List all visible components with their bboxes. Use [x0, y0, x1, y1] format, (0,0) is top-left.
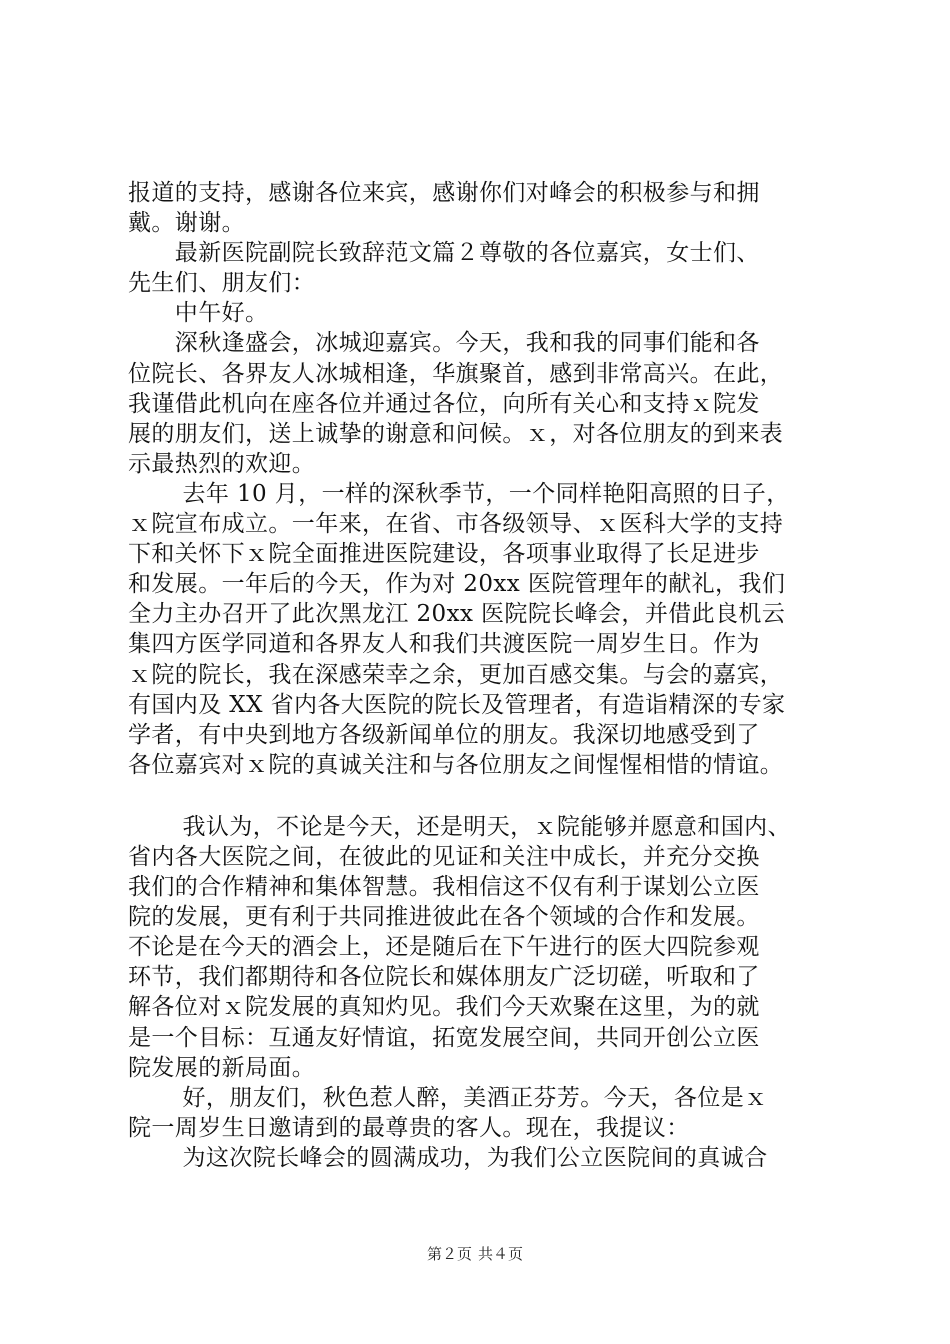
text-line: 各位嘉宾对ｘ院的真诚关注和与各位朋友之间惺惺相惜的情谊。 — [128, 751, 784, 778]
page-footer — [0, 1244, 950, 1264]
text-line: 院的发展，更有利于共同推进彼此在各个领域的合作和发展。 — [128, 904, 760, 931]
text-line: 和发展。一年后的今天，作为对 20xx 医院管理年的献礼，我们 — [128, 571, 786, 598]
text-line: 学者，有中央到地方各级新闻单位的朋友。我深切地感受到了 — [128, 721, 760, 748]
text-line: 好，朋友们，秋色惹人醉，美酒正芬芳。今天，各位是ｘ — [128, 1084, 768, 1111]
text-line: 我们的合作精神和集体智慧。我相信这不仅有利于谋划公立医 — [128, 874, 760, 901]
paragraph-gap — [128, 780, 848, 812]
text-line: 环节，我们都期待和各位院长和媒体朋友广泛切磋，听取和了 — [128, 964, 760, 991]
text-line: 全力主办召开了此次黑龙江 20xx 医院院长峰会，并借此良机云 — [128, 601, 786, 628]
text-line: 院一周岁生日邀请到的最尊贵的客人。现在，我提议： — [128, 1114, 690, 1141]
text-line: 集四方医学同道和各界友人和我们共渡医院一周岁生日。作为 — [128, 631, 760, 658]
text-line: 戴。谢谢。 — [128, 210, 245, 237]
text-line: 位院长、各界友人冰城相逢，华旗聚首，感到非常高兴。在此， — [128, 360, 784, 387]
text-line: ｘ院宣布成立。一年来，在省、市各级领导、ｘ医科大学的支持 — [128, 511, 784, 538]
text-line: 中午好。 — [128, 300, 269, 327]
text-line: 有国内及 XX 省内各大医院的院长及管理者，有造诣精深的专家 — [128, 691, 786, 718]
text-line: 示最热烈的欢迎。 — [128, 450, 316, 477]
text-line: 不论是在今天的酒会上，还是随后在下午进行的医大四院参观 — [128, 934, 760, 961]
text-line: 下和关怀下ｘ院全面推进医院建设，各项事业取得了长足进步 — [128, 541, 760, 568]
text-line: 我谨借此机向在座各位并通过各位，向所有关心和支持ｘ院发 — [128, 390, 760, 417]
text-line: 是一个目标：互通友好情谊，拓宽发展空间，共同开创公立医 — [128, 1024, 760, 1051]
text-line: 我认为，不论是今天，还是明天，ｘ院能够并愿意和国内、 — [128, 813, 791, 840]
text-line: 先生们、朋友们： — [128, 270, 316, 297]
text-line: 为这次院长峰会的圆满成功，为我们公立医院间的真诚合 — [128, 1144, 768, 1171]
text-line: 院发展的新局面。 — [128, 1054, 316, 1081]
text-line: ｘ院的院长，我在深感荣幸之余，更加百感交集。与会的嘉宾， — [128, 661, 784, 688]
page-total: 共４页 — [478, 1245, 524, 1263]
text-line: 最新医院副院长致辞范文篇２尊敬的各位嘉宾，女士们、 — [128, 240, 760, 267]
text-line: 展的朋友们，送上诚挚的谢意和问候。ｘ，对各位朋友的到来表 — [128, 420, 784, 447]
page-number: 第２页 — [426, 1245, 472, 1263]
text-line: 报道的支持，感谢各位来宾，感谢你们对峰会的积极参与和拥 — [128, 180, 760, 206]
text-line: 解各位对ｘ院发展的真知灼见。我们今天欢聚在这里，为的就 — [128, 994, 760, 1021]
text-line: 省内各大医院之间，在彼此的见证和关注中成长，并充分交换 — [128, 843, 760, 870]
text-line: 去年 10 月，一样的深秋季节，一个同样艳阳高照的日子， — [128, 480, 790, 507]
document-body — [128, 178, 848, 1173]
text-line: 深秋逢盛会，冰城迎嘉宾。今天，我和我的同事们能和各 — [128, 330, 760, 357]
